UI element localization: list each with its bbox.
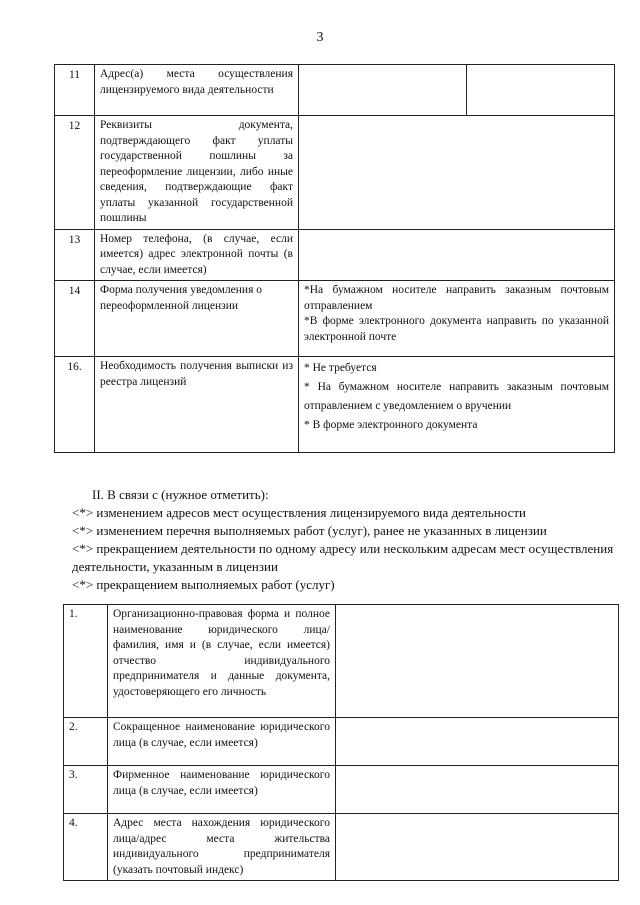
option-electronic[interactable]: *В форме электронного документа направить по указанной электронной почте: [304, 315, 609, 343]
table-row: [55, 116, 615, 230]
table-row: [55, 65, 615, 116]
row-label: Форма получения уведомления о переоформленной лицензии: [95, 281, 299, 357]
table-row: [55, 281, 615, 357]
option-not-required[interactable]: * Не требуется: [304, 362, 377, 374]
row-value-field[interactable]: [336, 718, 619, 766]
row-value-field[interactable]: [299, 229, 615, 281]
row-number: 14: [55, 281, 95, 357]
checkbox-option[interactable]: <*> изменением перечня выполняемых работ (услуг), ранее не указанных в лицензии: [72, 523, 547, 538]
row-number: 1.: [64, 605, 108, 718]
row-number: 13: [55, 229, 95, 281]
table-row: [55, 357, 615, 453]
checkbox-option[interactable]: <*> изменением адресов мест осуществления лицензируемого вида деятельности: [72, 505, 526, 520]
page-number: 3: [316, 30, 324, 45]
row-label: Адрес(а) места осуществления лицензируемого вида деятельности: [95, 65, 299, 116]
table-row: [55, 229, 615, 281]
row-value-field[interactable]: [336, 766, 619, 814]
checkbox-option[interactable]: <*> прекращением деятельности по одному адресу или нескольким адресам мест осуществления деятельности, указанным в лицензии: [72, 541, 614, 574]
option-paper[interactable]: *На бумажном носителе направить заказным почтовым отправлением: [304, 284, 609, 312]
row-label: Номер телефона, (в случае, если имеется) адрес электронной почты (в случае, если имеется): [95, 229, 299, 281]
row-number: 4.: [64, 814, 108, 881]
row-value-field[interactable]: [336, 814, 619, 881]
application-table-1: [54, 64, 615, 453]
row-number: 16.: [55, 357, 95, 453]
row-label: Необходимость получения выписки из реестра лицензий: [95, 357, 299, 453]
row-label: Организационно-правовая форма и полное наименование юридического лица/фамилия, имя и (в случае, если имеется) отчество индивидуального предпринимателя и данные документа, удостоверяющего его личность: [108, 605, 336, 718]
row-label: Реквизиты документа, подтверждающего факт уплаты государственной пошлины за переоформление лицензии, либо иные сведения, подтверждающие факт уплаты указанной государственной пошлины: [95, 116, 299, 230]
table-row: [64, 718, 619, 766]
section-heading: II. В связи с (нужное отметить):: [92, 487, 269, 502]
row-value-field[interactable]: [299, 65, 467, 116]
row-value-field[interactable]: [336, 605, 619, 718]
row-number: 12: [55, 116, 95, 230]
row-value: [299, 357, 615, 453]
option-paper-notice[interactable]: * На бумажном носителе направить заказным почтовым отправлением с уведомлением о вручении: [304, 381, 609, 412]
row-label: Сокращенное наименование юридического лица (в случае, если имеется): [108, 718, 336, 766]
row-value: [299, 281, 615, 357]
checkbox-option[interactable]: <*> прекращением выполняемых работ (услуг): [72, 577, 335, 592]
option-electronic[interactable]: * В форме электронного документа: [304, 419, 478, 431]
table-row: [64, 605, 619, 718]
row-label: Фирменное наименование юридического лица (в случае, если имеется): [108, 766, 336, 814]
row-number: 3.: [64, 766, 108, 814]
row-value-field[interactable]: [299, 116, 615, 230]
row-number: 2.: [64, 718, 108, 766]
section-2: [72, 486, 622, 594]
application-table-2: [63, 604, 619, 881]
table-row: [64, 766, 619, 814]
row-label: Адрес места нахождения юридического лица/адрес места жительства индивидуального предпринимателя (указать почтовый индекс): [108, 814, 336, 881]
row-number: 11: [55, 65, 95, 116]
table-row: [64, 814, 619, 881]
row-value-field[interactable]: [467, 65, 615, 116]
